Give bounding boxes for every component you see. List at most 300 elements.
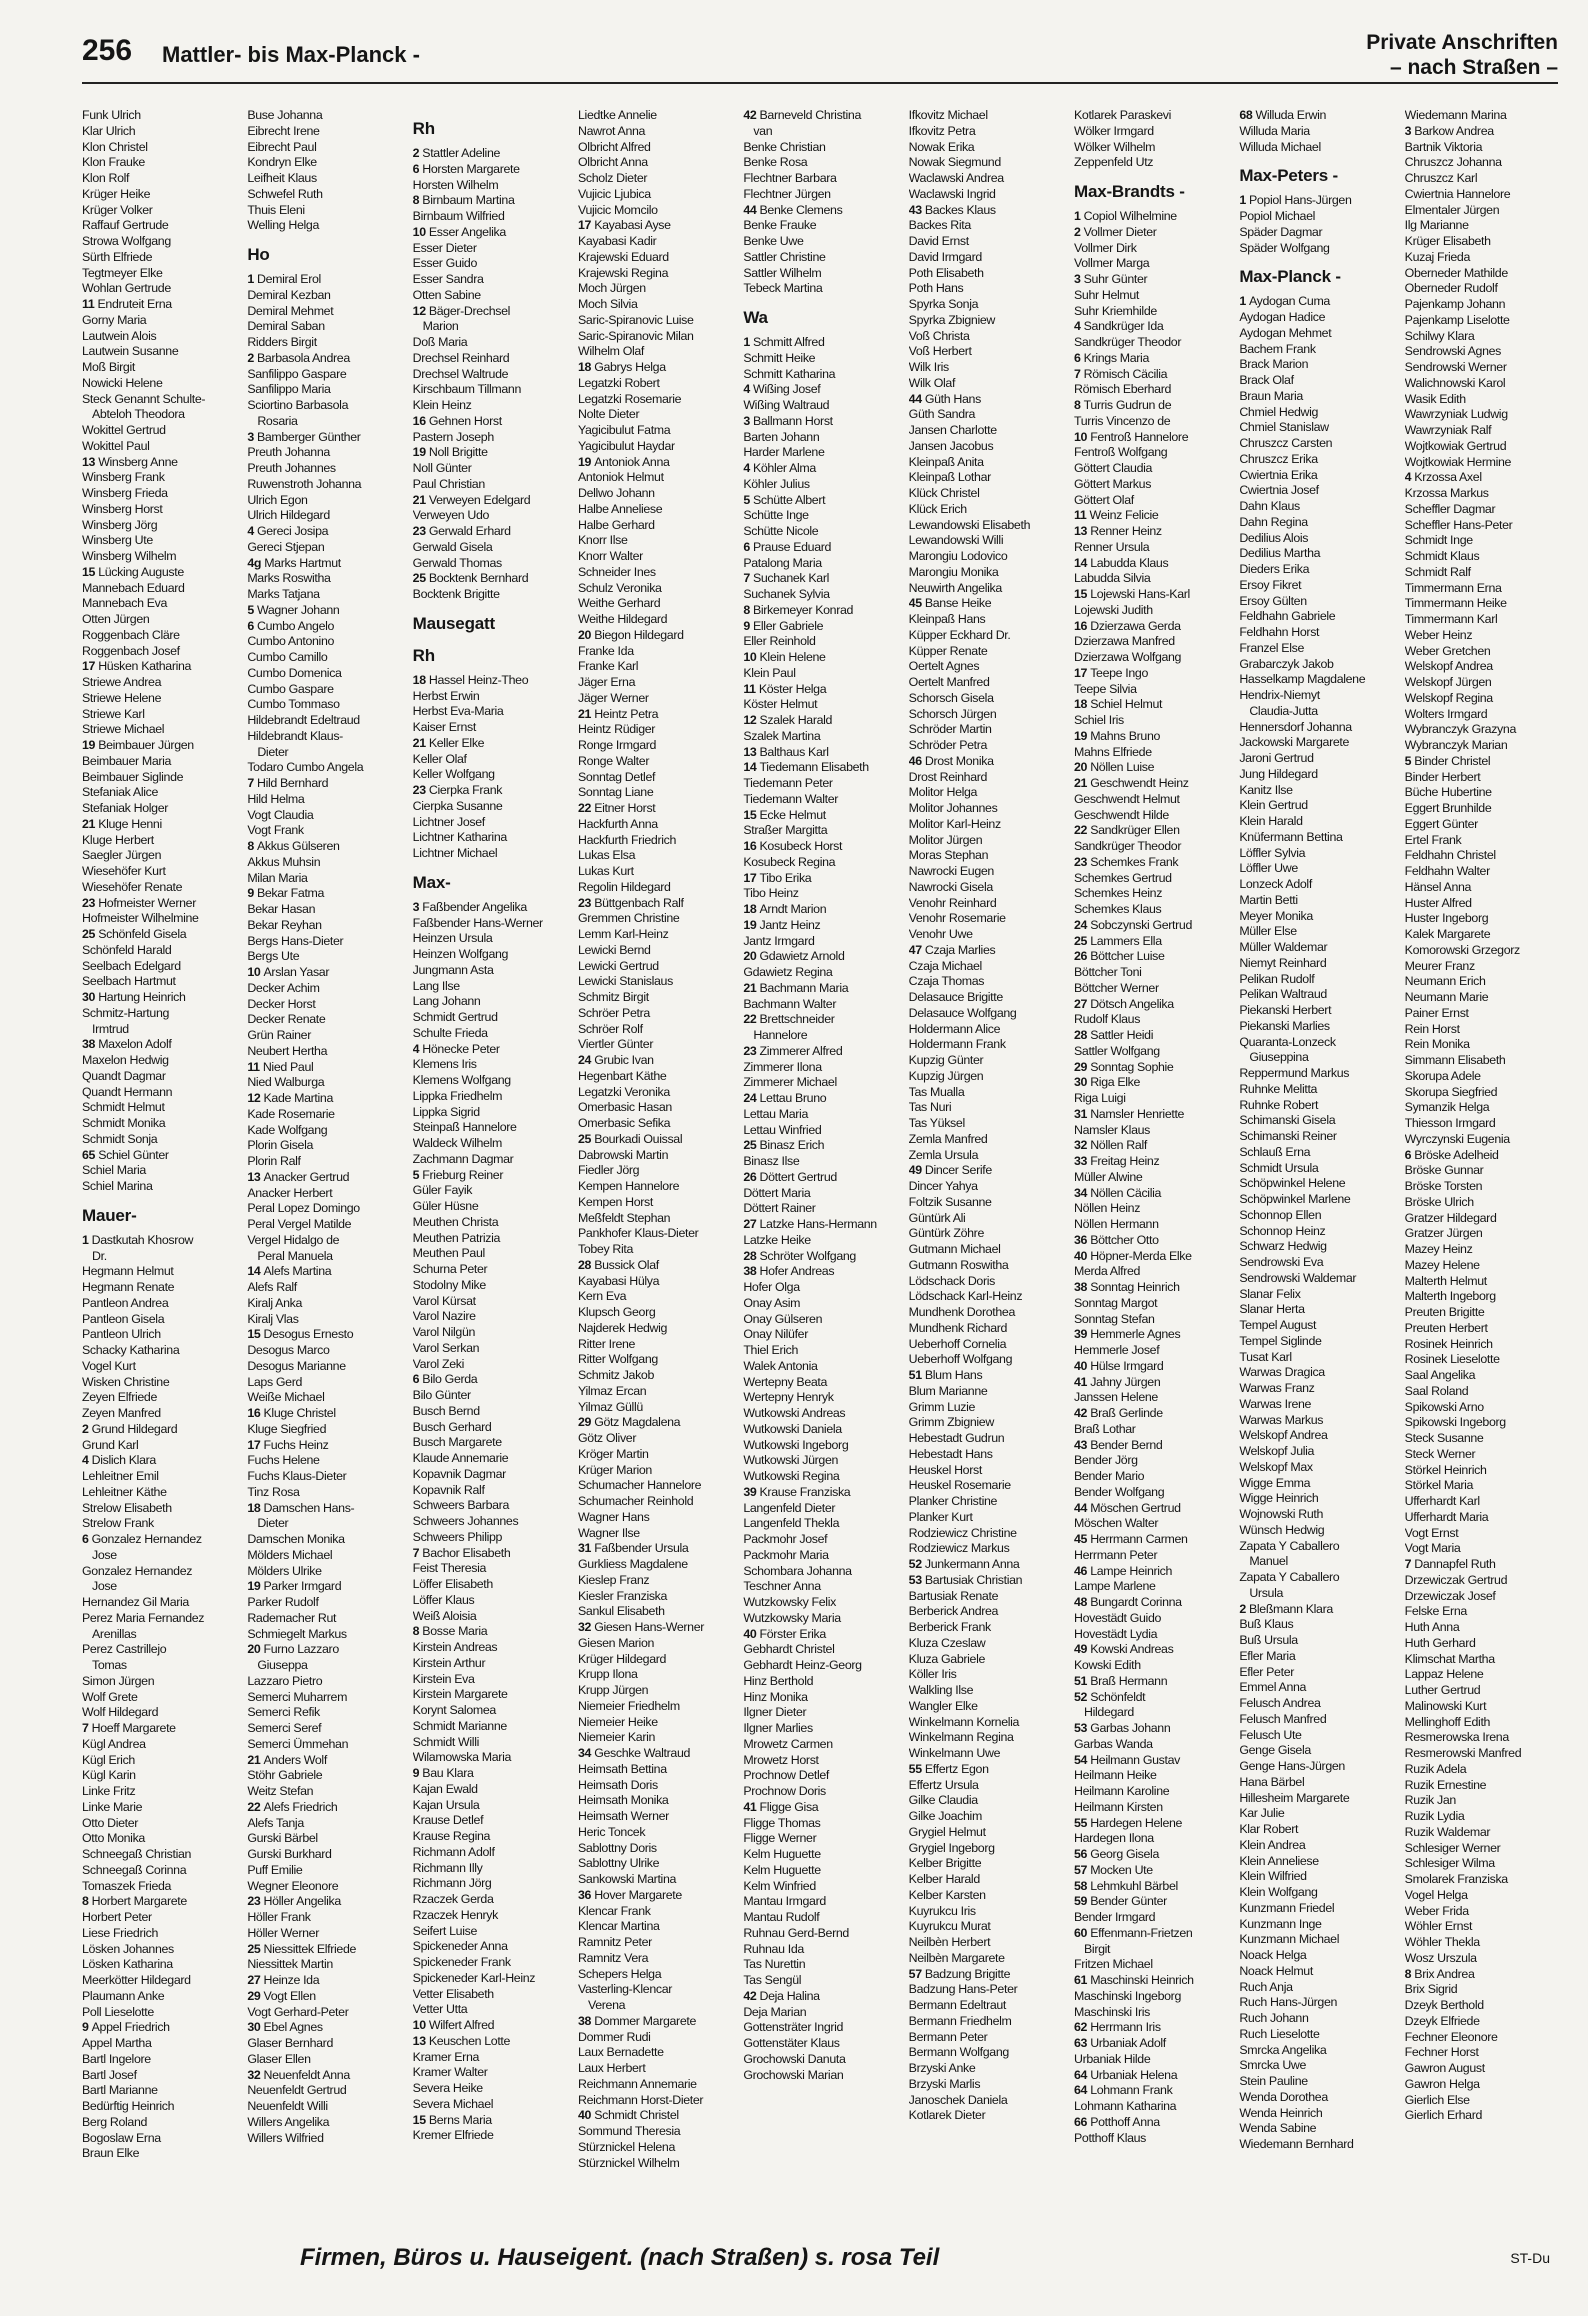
house-number: 21 (1074, 776, 1091, 790)
resident-entry: Huster Ingeborg (1404, 911, 1489, 926)
resident-entry: Hegmann Helmut (82, 1264, 174, 1279)
resident-entry: 16 Dzierzawa Gerda (1074, 618, 1181, 633)
house-number: 4 (1074, 319, 1084, 334)
resident-entry: Suhr Kriemhilde (1074, 303, 1157, 318)
house-number: 12 (247, 1091, 264, 1105)
resident-entry: Wojtkowiak Hermine (1404, 454, 1512, 469)
resident-entry: Suhr Helmut (1074, 287, 1140, 302)
resident-entry: Döttert Rainer (743, 1201, 816, 1216)
resident-entry: 24 Sobczynski Gertrud (1074, 917, 1193, 932)
resident-entry: Onay Gülseren (743, 1311, 823, 1326)
resident-entry: Wißing Waltraud (743, 398, 830, 412)
resident-entry: Lukas Elsa (578, 848, 636, 863)
house-number: 10 (1074, 429, 1091, 444)
resident-entry: Tempel Siglinde (1239, 1333, 1322, 1348)
resident-entry: Bröske Torsten (1404, 1179, 1483, 1193)
resident-entry: Jäger Erna (578, 675, 636, 689)
resident-entry: Lettau Maria (743, 1106, 809, 1121)
resident-entry: Schiel Maria (82, 1163, 146, 1178)
resident-entry: 3 Suhr Günter (1074, 272, 1148, 286)
resident-entry: Ruch Anja (1239, 1979, 1293, 1994)
street-heading: Rh (412, 119, 435, 138)
resident-entry: Packmohr Maria (743, 1547, 829, 1562)
resident-entry: 59 Bender Günter (1074, 1894, 1167, 1909)
house-number: 7 (1404, 1557, 1415, 1571)
house-number: 19 (82, 738, 99, 752)
resident-entry: Tas Nurettin (743, 1957, 806, 1972)
resident-entry: Bender Wolfgang (1074, 1484, 1165, 1499)
entry-continuation: van (753, 123, 773, 138)
resident-entry: Felusch Andrea (1239, 1696, 1321, 1710)
resident-entry: 65 Schiel Günter (82, 1147, 169, 1162)
resident-entry: 6 Bröske Adelheid (1404, 1147, 1499, 1162)
resident-entry: 6 Bilo Gerda (412, 1372, 478, 1387)
resident-entry: Lukas Kurt (578, 864, 634, 878)
house-number: 1 (1239, 294, 1249, 309)
resident-entry: 40 Hülse Irmgard (1074, 1358, 1164, 1373)
entry-continuation: Dr. (92, 1248, 107, 1263)
resident-entry: Franzel Else (1239, 640, 1304, 655)
resident-entry: 46 Drost Monika (908, 753, 994, 768)
resident-entry: Krupp Ilona (578, 1667, 638, 1682)
house-number: 17 (82, 659, 99, 674)
resident-entry: 1 Copiol Wilhelmine (1074, 209, 1177, 223)
house-number: 31 (1074, 1106, 1091, 1121)
resident-entry: Dellwo Johann (578, 486, 655, 500)
house-number: 42 (1074, 1406, 1091, 1420)
resident-entry: 8 Horbert Margarete (82, 1894, 187, 1909)
resident-entry: 45 Herrmann Carmen (1074, 1532, 1188, 1546)
resident-entry: Anacker Herbert (247, 1185, 333, 1200)
resident-entry: Noll Günter (412, 461, 472, 475)
resident-entry: Ilgner Dieter (743, 1705, 807, 1720)
resident-entry: Stein Pauline (1239, 2074, 1308, 2088)
resident-entry: Foltzik Susanne (908, 1194, 992, 1209)
resident-entry: Weithe Hildegard (578, 612, 668, 626)
resident-entry: 36 Böttcher Otto (1074, 1232, 1159, 1247)
resident-entry: Semerci Refik (247, 1705, 320, 1720)
street-range-title: Mattler- bis Max-Planck - (162, 42, 420, 67)
resident-entry: Raffauf Gertrude (82, 218, 169, 233)
resident-entry: Gerwald Thomas (412, 555, 502, 570)
entry-continuation: Irmtrud (92, 1021, 129, 1036)
resident-entry: Noack Helga (1239, 1948, 1307, 1962)
resident-entry: 6 Cumbo Angelo (247, 618, 335, 633)
resident-entry: Gebhardt Heinz-Georg (743, 1658, 862, 1672)
house-number: 10 (412, 224, 429, 239)
resident-entry: Göttert Markus (1074, 476, 1152, 491)
resident-entry: Zimmerer Ilona (743, 1059, 822, 1074)
resident-entry: 63 Urbaniak Adolf (1074, 2036, 1166, 2050)
resident-entry: Kopavnik Ralf (412, 1482, 485, 1497)
resident-entry: Marks Roswitha (247, 571, 331, 586)
resident-entry: 13 Winsberg Anne (82, 454, 178, 469)
resident-entry: Malterth Ingeborg (1404, 1289, 1496, 1304)
resident-entry: Franke Karl (578, 659, 639, 674)
resident-entry: Namsler Klaus (1074, 1122, 1151, 1137)
resident-entry: Labudda Silvia (1074, 571, 1151, 586)
resident-entry: Niessittek Martin (247, 1957, 333, 1972)
resident-entry: Gremmen Christine (578, 911, 680, 926)
resident-entry: Krzossa Markus (1404, 486, 1489, 500)
resident-entry: Kotlarek Dieter (908, 2108, 986, 2123)
resident-entry: Ifkovitz Petra (908, 123, 976, 138)
resident-entry: 22 Brettschneider (743, 1012, 835, 1027)
resident-entry: 51 Blum Hans (908, 1368, 983, 1382)
resident-entry: Brix Sigrid (1404, 1982, 1458, 1997)
resident-entry: Klein Harald (1239, 814, 1303, 828)
resident-entry: Wangler Elke (908, 1698, 978, 1713)
resident-entry: Hebestadt Gudrun (908, 1431, 1005, 1445)
entry-continuation: Peral Manuela (257, 1248, 333, 1263)
resident-entry: Skorupa Adele (1404, 1068, 1481, 1083)
resident-entry: Stodolny Mike (412, 1277, 486, 1292)
resident-entry: Kajan Ewald (412, 1781, 478, 1796)
resident-entry: Buß Ursula (1239, 1633, 1298, 1647)
resident-entry: Strelow Elisabeth (82, 1500, 172, 1515)
resident-entry: Simon Jürgen (82, 1673, 155, 1688)
resident-entry: Ersoy Fikret (1239, 577, 1302, 592)
resident-entry: 7 Bachor Elisabeth (412, 1545, 511, 1560)
resident-entry: 57 Mocken Ute (1074, 1862, 1153, 1877)
resident-entry: Severa Michael (412, 2096, 494, 2111)
house-number: 8 (247, 839, 257, 853)
resident-entry: Thuis Eleni (247, 202, 305, 217)
resident-entry: Lojewski Judith (1074, 602, 1153, 617)
resident-entry: Heuskel Rosemarie (908, 1478, 1011, 1493)
resident-entry: Yilmaz Güllü (578, 1399, 643, 1414)
resident-entry: Luther Gertrud (1404, 1683, 1481, 1697)
resident-entry: Pajenkamp Liselotte (1404, 312, 1510, 327)
resident-entry: Dincer Yahya (908, 1179, 978, 1193)
resident-entry: Lewicki Stanislaus (578, 974, 673, 989)
resident-entry: Langenfeld Dieter (743, 1500, 836, 1515)
house-number: 19 (578, 454, 595, 469)
resident-entry: Bartusiak Renate (908, 1588, 999, 1603)
resident-entry: Fechner Horst (1404, 2045, 1479, 2060)
resident-entry: Niemeier Karin (578, 1730, 656, 1745)
resident-entry: Müller Alwine (1074, 1169, 1143, 1184)
resident-entry: Wutkowski Andreas (743, 1406, 846, 1420)
resident-entry: 62 Herrmann Iris (1074, 2020, 1161, 2035)
resident-entry: Drechsel Reinhard (412, 350, 510, 365)
resident-entry: Willuda Michael (1239, 139, 1321, 154)
resident-entry: Wokittel Gertrud (82, 423, 166, 437)
resident-entry: Todaro Cumbo Angela (247, 760, 364, 775)
resident-entry: Heilmann Karoline (1074, 1784, 1170, 1798)
resident-entry: Kanitz Ilse (1239, 782, 1293, 797)
resident-entry: Maschinski Iris (1074, 2004, 1150, 2019)
resident-entry: Reichmann Horst-Dieter (578, 2092, 704, 2107)
resident-entry: Heimsath Monika (578, 1793, 669, 1808)
resident-entry: Sanfilippo Maria (247, 382, 331, 397)
resident-entry: Badzung Hans-Peter (908, 1982, 1018, 1997)
resident-entry: Heuskel Horst (908, 1462, 982, 1477)
resident-entry: Winsberg Horst (82, 501, 163, 516)
house-number: 27 (743, 1217, 760, 1231)
house-number: 2 (412, 146, 423, 160)
resident-entry: Packmohr Josef (743, 1532, 828, 1546)
resident-entry: Schmidt Monika (82, 1116, 166, 1130)
entry-continuation: Jose (92, 1547, 117, 1562)
resident-entry: Drechsel Waltrude (412, 366, 509, 381)
resident-entry: 32 Giesen Hans-Werner (578, 1620, 705, 1634)
house-number: 11 (247, 1059, 263, 1074)
resident-entry: Chruszcz Carsten (1239, 436, 1333, 450)
resident-entry: Feldhahn Christel (1404, 848, 1496, 863)
resident-entry: Dzeyk Elfriede (1404, 2013, 1480, 2028)
resident-entry: Klein Andrea (1239, 1837, 1306, 1852)
street-heading: Ho (247, 245, 270, 264)
house-number: 6 (412, 1372, 423, 1387)
resident-entry: Jäger Werner (578, 690, 649, 705)
house-number: 59 (1074, 1894, 1091, 1909)
resident-entry: Willers Wilfried (247, 2130, 324, 2145)
resident-entry: Heinzen Wolfgang (412, 947, 509, 961)
resident-entry: Rzaczek Gerda (412, 1892, 494, 1906)
resident-entry: Onay Nilüfer (743, 1327, 808, 1342)
house-number: 14 (743, 760, 760, 775)
resident-entry: 15 Lücking Auguste (82, 564, 184, 579)
resident-entry: Vollmer Marga (1074, 256, 1150, 271)
resident-entry: Römisch Eberhard (1074, 382, 1172, 397)
resident-entry: Lösken Johannes (82, 1941, 174, 1956)
resident-entry: 44 Möschen Gertrud (1074, 1500, 1181, 1515)
house-number: 8 (412, 1624, 423, 1639)
resident-entry: 19 Mahns Bruno (1074, 728, 1161, 743)
resident-entry: Klein Wolfgang (1239, 1885, 1318, 1899)
resident-entry: Vetter Elisabeth (412, 1986, 494, 2001)
resident-entry: Damschen Monika (247, 1532, 345, 1546)
resident-entry: Ruwenstroth Johanna (247, 476, 362, 491)
resident-entry: Vogel Kurt (82, 1358, 136, 1373)
resident-entry: Parker Rudolf (247, 1595, 319, 1609)
resident-entry: 10 Klein Helene (743, 650, 826, 664)
resident-entry: Welskopf Regina (1404, 690, 1493, 705)
resident-entry: Grabarczyk Jakob (1239, 656, 1334, 671)
resident-entry: Ulrich Egon (247, 492, 308, 507)
resident-entry: Otto Monika (82, 1831, 145, 1846)
resident-entry: 25 Bocktenk Bernhard (412, 571, 529, 586)
resident-entry: Semerci Seref (247, 1721, 322, 1735)
resident-entry: Tempel August (1239, 1318, 1317, 1332)
resident-entry: Wokittel Paul (82, 438, 150, 453)
resident-entry: Dzeyk Berthold (1404, 1998, 1484, 2012)
resident-entry: 24 Lettau Bruno (743, 1091, 827, 1105)
resident-entry: Güntürk Zöhre (908, 1226, 984, 1241)
resident-entry: Winkelmann Regina (908, 1730, 1014, 1745)
resident-entry: Sendrowski Agnes (1404, 344, 1501, 359)
resident-entry: Drzewiczak Josef (1404, 1588, 1496, 1603)
resident-entry: Smrcka Uwe (1239, 2058, 1307, 2073)
resident-entry: Fligge Werner (743, 1831, 817, 1846)
resident-entry: Peral Lopez Domingo (247, 1201, 360, 1216)
resident-entry: Schorsch Jürgen (908, 706, 997, 721)
resident-entry: Noack Helmut (1239, 1963, 1313, 1978)
house-number: 36 (1074, 1232, 1091, 1247)
entry-continuation: Arenillas (92, 1626, 137, 1641)
house-number: 52 (908, 1557, 925, 1571)
resident-entry: Gutmann Michael (908, 1242, 1001, 1256)
resident-entry: 28 Sattler Heidi (1074, 1028, 1154, 1042)
resident-entry: Rosinek Heinrich (1404, 1336, 1493, 1351)
resident-entry: Drzewiczak Gertrud (1404, 1572, 1508, 1587)
resident-entry: Grygiel Helmut (908, 1824, 986, 1839)
house-number: 4 (412, 1041, 423, 1056)
resident-entry: 18 Hassel Heinz-Theo (412, 672, 529, 687)
resident-entry: Weitz Stefan (247, 1784, 314, 1798)
resident-entry: 48 Bungardt Corinna (1074, 1595, 1182, 1609)
resident-entry: Chmiel Hedwig (1239, 404, 1319, 419)
resident-entry: 61 Maschinski Heinrich (1074, 1973, 1194, 1987)
resident-entry: 10 Wilfert Alfred (412, 2018, 495, 2032)
resident-entry: Gonzalez Hernandez (82, 1563, 193, 1578)
resident-entry: Bröske Gunnar (1404, 1163, 1484, 1178)
resident-entry: Welskopf Julia (1239, 1444, 1315, 1458)
resident-entry: Kotlarek Paraskevi (1074, 108, 1171, 122)
resident-entry: Gilke Joachim (908, 1809, 982, 1823)
resident-entry: Benke Rosa (743, 155, 808, 170)
resident-entry: 18 Damschen Hans- (247, 1500, 355, 1515)
resident-entry: 39 Hemmerle Agnes (1074, 1327, 1181, 1342)
resident-entry: Pajenkamp Johann (1404, 297, 1506, 311)
resident-entry: 32 Neuenfeldt Anna (247, 2067, 350, 2082)
resident-entry: 21 Heintz Petra (578, 706, 659, 721)
resident-entry: Hofmeister Wilhelmine (82, 911, 199, 926)
resident-entry: Klon Christel (82, 139, 148, 154)
house-number: 55 (908, 1761, 925, 1776)
resident-entry: 40 Schmidt Christel (578, 2108, 679, 2123)
resident-entry: Ruzik Lydia (1404, 1809, 1465, 1823)
resident-entry: Ufferhardt Maria (1404, 1509, 1489, 1524)
resident-entry: Dahn Klaus (1239, 499, 1300, 513)
resident-entry: Feldhahn Gabriele (1239, 609, 1336, 624)
resident-entry: Sendrowski Waldemar (1239, 1270, 1357, 1285)
resident-entry: Schmitz-Hartung (82, 1005, 170, 1020)
resident-entry: Olbricht Alfred (578, 139, 651, 154)
resident-entry: Roggenbach Josef (82, 643, 180, 658)
resident-entry: Reichmann Annemarie (578, 2076, 697, 2091)
resident-entry: Huth Anna (1404, 1620, 1460, 1634)
resident-entry: Bartl Ingelore (82, 2051, 151, 2066)
resident-entry: 44 Güth Hans (908, 391, 981, 406)
house-number: 21 (412, 492, 429, 507)
resident-entry: Legatzki Robert (578, 375, 660, 390)
resident-entry: Steinpaß Hannelore (412, 1120, 517, 1135)
resident-entry: Hänsel Anna (1404, 879, 1472, 894)
resident-entry: Ilg Marianne (1404, 218, 1469, 233)
resident-entry: Kramer Erna (412, 2049, 480, 2064)
house-number: 11 (82, 297, 98, 311)
resident-entry: Ramnitz Peter (578, 1935, 652, 1949)
house-number: 29 (1074, 1059, 1091, 1074)
resident-entry: Pankhofer Klaus-Dieter (578, 1226, 699, 1241)
resident-entry: Fechner Eleonore (1404, 2029, 1498, 2044)
resident-entry: Kajan Ursula (412, 1797, 480, 1812)
resident-entry: Malterth Helmut (1404, 1273, 1487, 1288)
resident-entry: Klencar Martina (578, 1919, 660, 1934)
resident-entry: 28 Schröter Wolfgang (743, 1248, 856, 1263)
resident-entry: Molitor Karl-Heinz (908, 816, 1001, 831)
resident-entry: Schmidt Willi (412, 1734, 480, 1749)
resident-entry: 23 Cierpka Frank (412, 783, 503, 797)
resident-entry: Klein Gertrud (1239, 798, 1308, 813)
resident-entry: Bedürftig Heinrich (82, 2099, 175, 2113)
resident-entry: Warwas Irene (1239, 1396, 1312, 1411)
resident-entry: Wojnowski Ruth (1239, 1507, 1324, 1521)
resident-entry: Göttert Olaf (1074, 492, 1134, 507)
house-number: 8 (1074, 398, 1084, 412)
resident-entry: Späder Wolfgang (1239, 240, 1330, 255)
resident-entry: Hana Bärbel (1239, 1774, 1305, 1789)
resident-entry: Schröder Petra (908, 738, 988, 752)
resident-entry: 19 Beimbauer Jürgen (82, 738, 194, 752)
resident-entry: Zeppenfeld Utz (1074, 155, 1154, 170)
resident-entry: 38 Dommer Margarete (578, 2013, 697, 2028)
resident-entry: 7 Hoeff Margarete (82, 1721, 176, 1735)
house-number: 38 (82, 1037, 99, 1052)
resident-entry: 17 Hüsken Katharina (82, 659, 192, 674)
resident-entry: Bogoslaw Erna (82, 2130, 161, 2145)
house-number: 3 (412, 899, 423, 914)
house-number: 1 (1239, 193, 1249, 208)
resident-entry: Krajewski Eduard (578, 249, 669, 264)
resident-entry: Alefs Ralf (247, 1280, 297, 1294)
house-number: 51 (908, 1368, 925, 1382)
resident-entry: Zimmerer Michael (743, 1075, 837, 1090)
house-number: 16 (1074, 618, 1091, 633)
resident-entry: Schröer Petra (578, 1005, 650, 1020)
house-number: 44 (743, 202, 760, 217)
resident-entry: David Ernst (908, 234, 969, 248)
resident-entry: Severa Heike (412, 2081, 483, 2095)
resident-entry: 15 Berns Maria (412, 2112, 492, 2127)
house-number: 4 (1404, 470, 1415, 485)
resident-entry: Wertepny Beata (743, 1374, 828, 1389)
resident-entry: Schröder Martin (908, 722, 992, 737)
resident-entry: Lettau Winfried (743, 1122, 822, 1137)
house-number: 14 (1074, 555, 1091, 570)
resident-entry: Faßbender Hans-Werner (412, 915, 543, 930)
house-number: 48 (1074, 1595, 1091, 1609)
resident-entry: Molitor Jürgen (908, 832, 983, 847)
resident-entry: Meerkötter Hildegard (82, 1973, 191, 1987)
resident-entry: Chmiel Stanislaw (1239, 420, 1329, 435)
resident-entry: 21 Verweyen Edelgard (412, 492, 531, 507)
resident-entry: Paul Christian (412, 476, 485, 491)
resident-entry: 15 Desogus Ernesto (247, 1327, 354, 1342)
resident-entry: Horbert Peter (82, 1910, 152, 1924)
house-number: 23 (82, 895, 99, 910)
resident-entry: Winkelmann Kornelia (908, 1714, 1020, 1729)
resident-entry: Cwiertnia Erika (1239, 467, 1318, 482)
resident-entry: 12 Szalek Harald (743, 713, 833, 727)
resident-entry: Striewe Michael (82, 722, 165, 737)
house-number: 7 (412, 1545, 423, 1560)
resident-entry: Molitor Helga (908, 785, 978, 800)
resident-entry: Peral Vergel Matilde (247, 1217, 352, 1231)
resident-entry: 23 Schemkes Frank (1074, 854, 1179, 869)
house-number: 4 (743, 382, 753, 397)
resident-entry: 8 Brix Andrea (1404, 1966, 1475, 1981)
resident-entry: Schonnop Ellen (1239, 1207, 1322, 1222)
resident-entry: Vergel Hidalgo de (247, 1232, 340, 1247)
resident-entry: Fuchs Helene (247, 1453, 320, 1468)
resident-entry: Mazey Heinz (1404, 1242, 1473, 1256)
house-number: 29 (578, 1415, 595, 1430)
resident-entry: Gurski Bärbel (247, 1831, 318, 1846)
entry-continuation: Giuseppina (1249, 1050, 1309, 1065)
